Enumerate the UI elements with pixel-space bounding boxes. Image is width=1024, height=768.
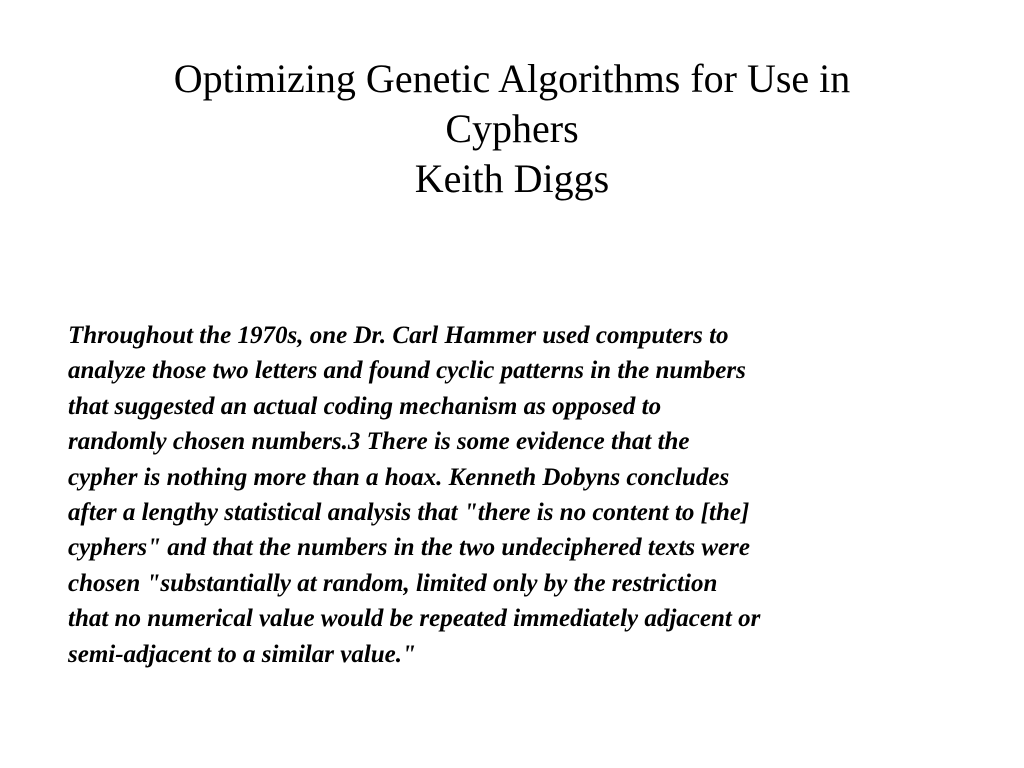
author-name: Keith Diggs (414, 156, 610, 201)
body-line: after a lengthy statistical analysis that "there is no content to [the] (68, 499, 750, 527)
title-line-1: Optimizing Genetic Algorithms for Use in (173, 56, 851, 101)
body-paragraph (68, 318, 968, 672)
body-line: chosen "substantially at random, limited only by the restriction (68, 569, 718, 597)
body-line: that suggested an actual coding mechanism as opposed to (68, 392, 662, 420)
body-line: Throughout the 1970s, one Dr. Carl Hammer used computers to (68, 322, 729, 349)
body-line: semi-adjacent to a similar value." (68, 640, 416, 668)
title-line-2: Cyphers (445, 106, 579, 151)
slide-title (0, 54, 1024, 204)
body-line: randomly chosen numbers.3 There is some evidence that the (68, 428, 690, 456)
body-line: cyphers" and that the numbers in the two undeciphered texts were (68, 534, 750, 562)
body-line: cypher is nothing more than a hoax. Kenneth Dobyns concludes (68, 463, 730, 491)
body-line: that no numerical value would be repeated immediately adjacent or (68, 605, 761, 633)
body-line: analyze those two letters and found cyclic patterns in the numbers (68, 357, 746, 385)
